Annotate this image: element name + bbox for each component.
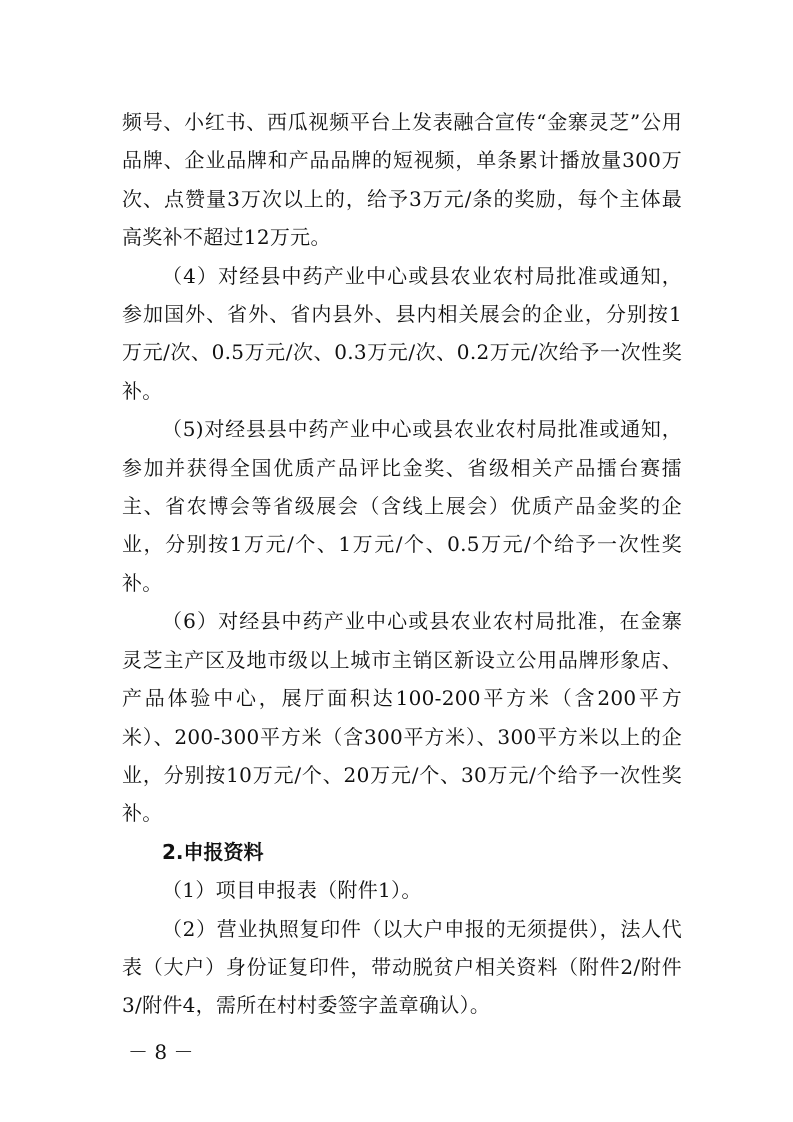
paragraph-continuation: 频号、小红书、西瓜视频平台上发表融合宣传“金寨灵芝”公用品牌、企业品牌和产品品牌的短视频，单条累计播放量300万次、点赞量3万次以上的，给予3万元/条的奖励，每个主体最高奖补不超过12万元。 xyxy=(122,110,682,250)
paragraph-item-6: （6）对经县中药产业中心或县农业农村局批准，在金寨灵芝主产区及地市级以上城市主销区新设立公用品牌形象店、产品体验中心，展厅面积达100-200平方米（含200平方米）、200-300平方米（含300平方米）、300平方米以上的企业，分别按10万元/个、20万元/个、30万元/个给予一次性奖补。 xyxy=(122,609,682,826)
page-number: － 8 － xyxy=(128,1040,194,1064)
section-item-2: （2）营业执照复印件（以大户申报的无须提供），法人代表（大户）身份证复印件，带动脱贫户相关资料（附件2/附件3/附件4，需所在村村委签字盖章确认）。 xyxy=(122,916,682,1018)
document-body xyxy=(122,103,682,1025)
paragraph-item-4: （4）对经县中药产业中心或县农业农村局批准或通知，参加国外、省外、省内县外、县内相关展会的企业，分别按1万元/次、0.5万元/次、0.3万元/次、0.2万元/次给予一次性奖补。 xyxy=(122,263,682,403)
paragraph-item-5: （5)对经县县中药产业中心或县农业农村局批准或通知，参加并获得全国优质产品评比金奖、省级相关产品擂台赛擂主、省农博会等省级展会（含线上展会）优质产品金奖的企业，分别按1万元/个、1万元/个、0.5万元/个给予一次性奖补。 xyxy=(122,417,682,595)
section-heading: 2.申报资料 xyxy=(162,839,264,864)
section-item-1: （1）项目申报表（附件1）。 xyxy=(162,878,422,903)
